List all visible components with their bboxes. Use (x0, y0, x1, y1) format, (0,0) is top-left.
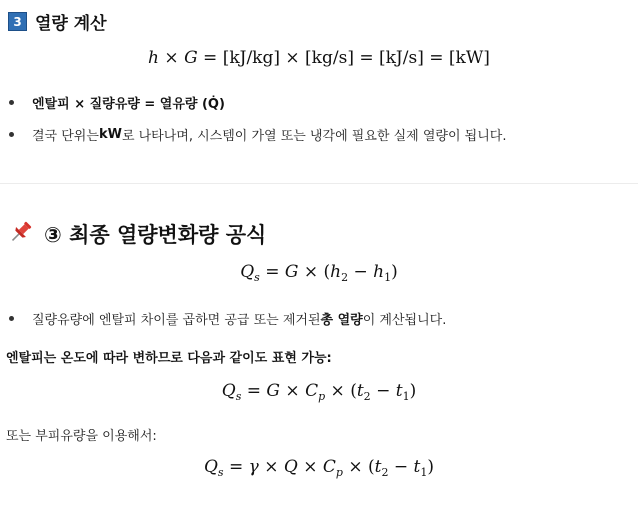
section-heading-final (8, 219, 266, 249)
list-item (9, 125, 506, 144)
list-item-text-pre: 결국 단위는 (32, 129, 99, 144)
paragraph-temp (6, 347, 332, 366)
list-item (9, 93, 225, 112)
bullet-dot (9, 316, 14, 321)
formula-temp: $Q_s = G \times C_p \times (t_2 - t_1)$ (221, 381, 417, 403)
list-item-text-bold: kW (98, 127, 122, 142)
bullet-dot (9, 100, 14, 105)
formula-units: h × G = [kJ/kg] × [kg/s] = [kJ/s] = [kW] (148, 48, 490, 68)
list-item-text-post: 로 나타나며, 시스템이 가열 또는 냉각에 필요한 실제 열량이 됩니다. (121, 129, 507, 144)
paragraph-volume: 또는 부피유량을 이용해서: (6, 429, 157, 444)
section-number-badge: 3 (8, 12, 27, 31)
section-heading-3 (8, 9, 107, 34)
list-item-text: 엔탈피 × 질량유량 = 열유량 (Q̇) (32, 97, 225, 112)
list-item (9, 309, 446, 328)
paragraph-temp-text: 엔탈피는 온도에 따라 변하므로 다음과 같이도 표현 가능: (6, 351, 332, 366)
pushpin-icon (8, 219, 34, 249)
section-title: 열량 계산 (35, 14, 107, 34)
list-item-text-pre: 질량유량에 엔탈피 차이를 곱하면 공급 또는 제거된 (32, 313, 321, 328)
list-item-text-bold: 총 열량 (320, 313, 363, 328)
formula-main: $Q_s = G \times (h_2 - h_1)$ (240, 262, 398, 284)
bullet-dot (9, 132, 14, 137)
formula-volume: $Q_s = \gamma \times Q \times C_p \times (t_2 - t_1)$ (203, 457, 435, 479)
section-title: ③ 최종 열량변화량 공식 (44, 223, 267, 247)
section-divider (0, 183, 638, 184)
list-item-text-post: 이 계산됩니다. (362, 313, 447, 328)
